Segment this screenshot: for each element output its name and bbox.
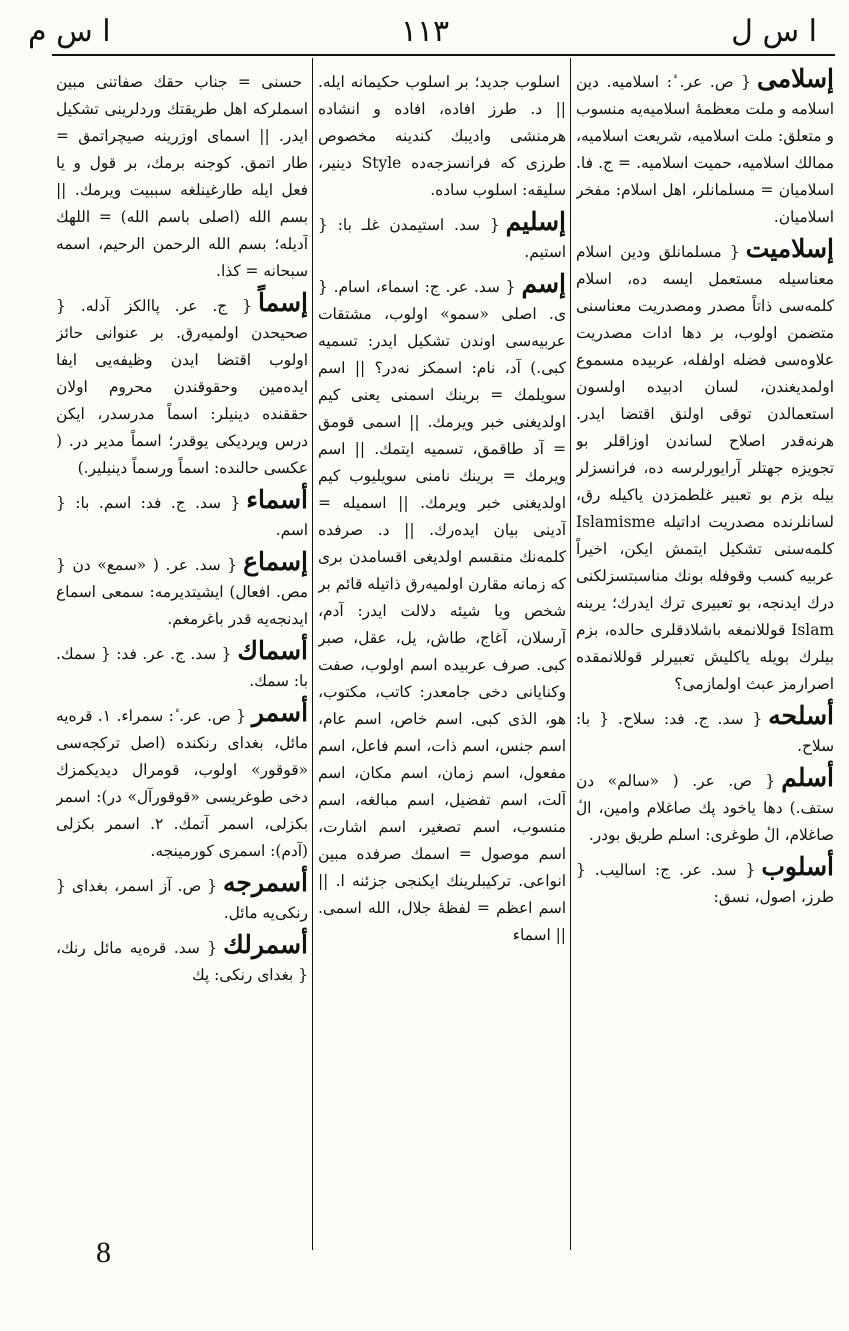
definition: { سد. عر. ( «سمع» دن { مص. افعال) ایشیتدیرمه: سمعی اسماع ایدنجه‌یه قدر باغرمغم.: [56, 556, 308, 628]
headword: إسلیم: [505, 207, 566, 236]
dictionary-entry: [56, 64, 308, 285]
headword: إسماع: [243, 547, 308, 576]
headword: أسمرجه: [223, 868, 308, 897]
column-divider: [570, 58, 571, 1250]
column-middle: [318, 64, 566, 1250]
definition: { ص. آز اسمر، بغدای { رنکی‌یه مائل.: [56, 877, 308, 922]
dictionary-entry: [56, 930, 308, 989]
dictionary-entry: [56, 288, 308, 482]
dictionary-entry: [576, 763, 834, 849]
definition: { ص. عر. ٔ: اسلامیه. دین اسلامه و ملت معظمۀ اسلامیه‌یه منسوب و متعلق: ملت اسلامیه، شریعت اسلامیه، ممالك اسلامیه، حمیت اسلامیه. = ج. فا. اسلامیان = مسلمانلر، اهل اسلام: مفخر اسلامیان.: [576, 73, 834, 226]
headword: إسلامى: [756, 64, 834, 93]
definition: { سد. ج. فد: اسم. با: { اسم.: [56, 494, 308, 539]
column-divider: [312, 58, 313, 1250]
headword: إسماً: [258, 288, 308, 317]
definition: { ج. عر. پاالکز آدله. { صحیحدن اولمیه‌رق. بر عنوانی حائز اولوب اقتضا ایدن وظیفه‌یی ایفا ایده‌مین وحقوقندن محروم اولان حققنده دینیلر: اسماً مدرسدر، ایکن درس ویردیکی یوقدر؛ اسماً مدیر در. ( عکسی حالنده: اسماً ورسماً دینیلیر.): [56, 297, 308, 477]
definition: { ص. عر. ( «سالم» دن ستف.) دها یاخود پك صاغلام وامین، الٔ صاغلام، الٔ طوغری: اسلم طریق بودر.: [576, 772, 834, 844]
dictionary-entry: [318, 64, 566, 204]
headword: أسماء: [246, 485, 308, 514]
headword: أسمرلك: [223, 930, 308, 959]
definition: { سد. عر. ج: اسماء، اسام. { ی. اصلی «سمو» اولوب، مشتقات عربیه‌سی اوندن تشکیل ایدر: تسمیه کبی.) آد، نام: اسمکز نه‌در؟ || اسم سویلمك = برینك اسمنی یعنی کیم اولدیغنی خبر ویرمك. || اسمی قومق = آد طاقمق، تسمیه ایتمك. || اسم ویرمك = برینك نامنی سویلیوب کیم اولدیغنی خبر ویرمك. || اسمیله = آدینی بیان ایده‌رك. || د. صرفده کلمه‌نك منقسم اولدیغی اقسامدن بری که زمانه مقارن اولمیه‌رق ذاتیله قائم بر شخص ویا شیئه دلالت ایدر: آدم، آرسلان، آغاج، طاش، یل، عقل، صبر کبی. صرف عربیده اسم اولوب، صفت وکنایانی دخی جامعدر: کاتب، مکتوب، هو، الذی کبی. اسم خاص، اسم عام، اسم جنس، اسم ذات، اسم فاعل، اسم مفعول، اسم زمان، اسم مکان، اسم آلت، اسم تفضیل، اسم مبالغه، اسم منسوب، اسم تصغیر، اسم اشارت، اسم موصول = اسمك صرفده مبین انواعی. ترکیبلرینك ایکنجی جزئنه ا. || اسم اعظم = لفظۀ جلال، الله اسمی. || اسماء: [318, 278, 566, 944]
headword: أسمر: [251, 698, 308, 727]
dictionary-entry: [576, 234, 834, 698]
dictionary-entry: [318, 207, 566, 266]
running-head-right: ا س ل: [731, 14, 817, 49]
headword: أسماك: [237, 636, 308, 665]
headword: أسلم: [781, 763, 834, 792]
dictionary-entry: [56, 636, 308, 695]
headword: أسلوب: [761, 852, 834, 881]
definition: { سد. عر. ج: اسالیب. { طرز، اصول، نسق:: [576, 861, 834, 906]
headword: أسلحه: [768, 701, 834, 730]
column-right: [576, 64, 834, 1250]
running-head-left: ا س م: [28, 14, 111, 49]
headword: إسلامیت: [745, 234, 834, 263]
dictionary-entry: [576, 852, 834, 911]
header-rule: [52, 54, 835, 56]
definition: { ص. عر. ٔ: سمراء. ١. قره‌یه مائل، بغدای رنکنده (اصل ترکجه‌سی «قوقور» اولوب، قومرال دیدیکمزك دخی طوغریسی «قوقورآل» در): اسمر بکزلی، اسمر آتمك. ٢. اسمر بکزلی (آدم): اسمری کورمینجه.: [56, 707, 308, 860]
definition: { سد. قره‌یه مائل رنك، { بغدای رنکی: پك: [56, 939, 308, 984]
dictionary-entry: [576, 701, 834, 760]
definition: { مسلمانلق ودین اسلام معناسیله مستعمل ایسه ده، اسلام کلمه‌سی ذاتاً مصدر ومصدریت معناسنی متضمن اولوب، بر دها ادات مصدریت علاوه‌سی فضله اولفله، عربیده مسموع اولمدیغندن، لسان ادبیده اولسون استعمالدن توقی اولنق اقتضا ایدر. هرنه‌قدر اصلاح لساندن اوزاقلر بو تجویزه جهتلر آرایورلرسه ده، فرانسزلر بیله بزم بو تعبیر غلطمزدن یاکیله رق، لسانلرنده مصدریت اداتیله Islamisme کلمه‌سنی تشکیل ایتمش ایکن، اخیراً عربیه کسب وقوفله بونك مناسبتسزلکنی درك ایدنجه، بو تعبیری ترك ایدرك؛ یرینه Islam قوللانمغه باشلادقلری حالده، بزم بیلرك بویله یاکلیش تعبیرلر قوللانمقده اصرارمز عبث اولمازمی؟: [576, 243, 834, 693]
dictionary-entry: [56, 698, 308, 865]
definition: حسنی = جناب حقك صفاتنی مبین اسملرکه اهل طریقتك وردلرینی تشکیل ایدر. || اسمای اوزرینه صیچراتمق = طار اتمق. کوجنه برمك، بر قول و یا فعل ایله طارغینلغه سببیت ویرمك. || بسم الله (اصلی باسم الله) = اللهك آدیله؛ بسم الله الرحمن الرحیم، اسمه سبحانه = کذا.: [56, 73, 308, 280]
definition: { سد. استیمدن غلـ با: { استیم.: [318, 216, 566, 261]
definition: { سد. ج. عر. فد: { سمك. با: سمك.: [56, 645, 308, 690]
headword: إسم: [521, 269, 566, 298]
definition: اسلوب جدید؛ بر اسلوب حکیمانه ایله. || د. طرز افاده، افاده و انشاده هرمنشی وادیبك کندینه مخصوص طرزی که فرانسزجه‌ده Style دینیر، سلیقه: اسلوب ساده.: [318, 73, 566, 199]
page-number-header: ١١٣: [400, 14, 450, 49]
dictionary-entry: [576, 64, 834, 231]
dictionary-entry: [56, 547, 308, 633]
signature-mark: 8: [96, 1236, 111, 1269]
dictionary-entry: [56, 485, 308, 544]
dictionary-entry: [56, 868, 308, 927]
column-left: [56, 64, 308, 1250]
definition: { سد. ج. فد: سلاح. { با: سلاح.: [576, 710, 834, 755]
dictionary-entry: [318, 269, 566, 949]
